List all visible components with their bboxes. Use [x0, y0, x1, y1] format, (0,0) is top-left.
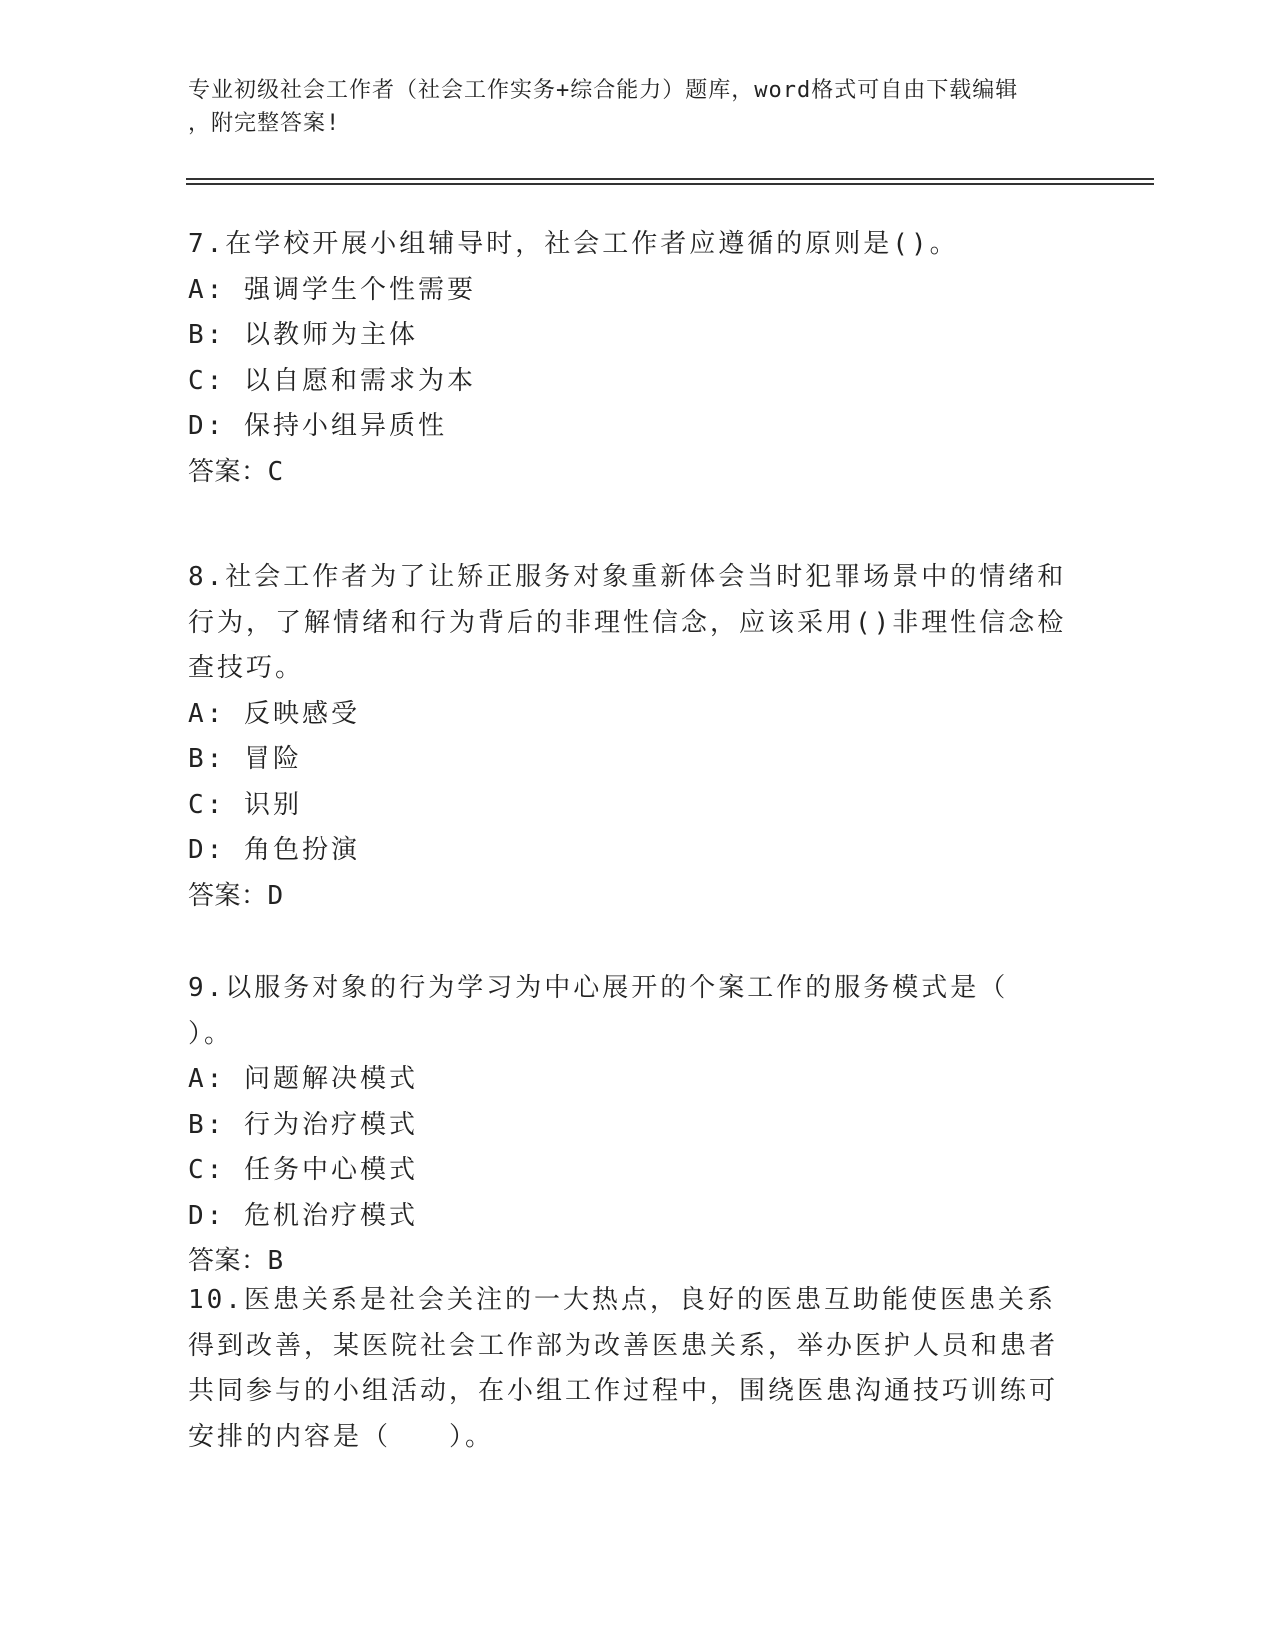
answer: 答案：D [188, 880, 284, 911]
question-7 [188, 222, 1068, 495]
question-10 [188, 1278, 1068, 1460]
option-c: C: 识别 [188, 789, 302, 820]
option-c: C: 任务中心模式 [188, 1155, 418, 1185]
question-9 [188, 966, 1068, 1285]
option-d: D: 角色扮演 [188, 835, 360, 865]
header-rule-bottom [186, 183, 1154, 185]
question-stem: 7.在学校开展小组辅导时，社会工作者应遵循的原则是()。 [188, 229, 959, 259]
question-8 [188, 555, 1068, 919]
option-b: B: 冒险 [188, 744, 302, 774]
option-d: D: 保持小组异质性 [188, 411, 447, 441]
header-line-1: 专业初级社会工作者（社会工作实务+综合能力）题库，word格式可自由下载编辑 [188, 78, 1019, 103]
header-rule-top [186, 178, 1154, 180]
option-b: B: 以教师为主体 [188, 320, 418, 350]
option-c: C: 以自愿和需求为本 [188, 365, 476, 396]
option-b: B: 行为治疗模式 [188, 1109, 418, 1140]
question-stem: 8.社会工作者为了让矫正服务对象重新体会当时犯罪场景中的情绪和行为，了解情绪和行为背后的非理性信念，应该采用()非理性信念检查技巧。 [188, 562, 1067, 683]
option-a: A: 反映感受 [188, 698, 360, 729]
question-stem: 10.医患关系是社会关注的一大热点，良好的医患互助能使医患关系得到改善，某医院社会工作部为改善医患关系，举办医护人员和患者共同参与的小组活动，在小组工作过程中，围绕医患沟通技巧训练可安排的内容是（ ）。 [188, 1285, 1059, 1452]
document-header [188, 74, 1088, 140]
header-line-2: ，附完整答案! [188, 111, 341, 136]
option-d: D: 危机治疗模式 [188, 1200, 418, 1231]
option-a: A: 强调学生个性需要 [188, 274, 476, 305]
option-a: A: 问题解决模式 [188, 1064, 418, 1094]
answer: 答案：C [188, 456, 284, 487]
answer: 答案：B [188, 1246, 284, 1276]
question-stem: 9.以服务对象的行为学习为中心展开的个案工作的服务模式是（ ）。 [188, 973, 1027, 1049]
